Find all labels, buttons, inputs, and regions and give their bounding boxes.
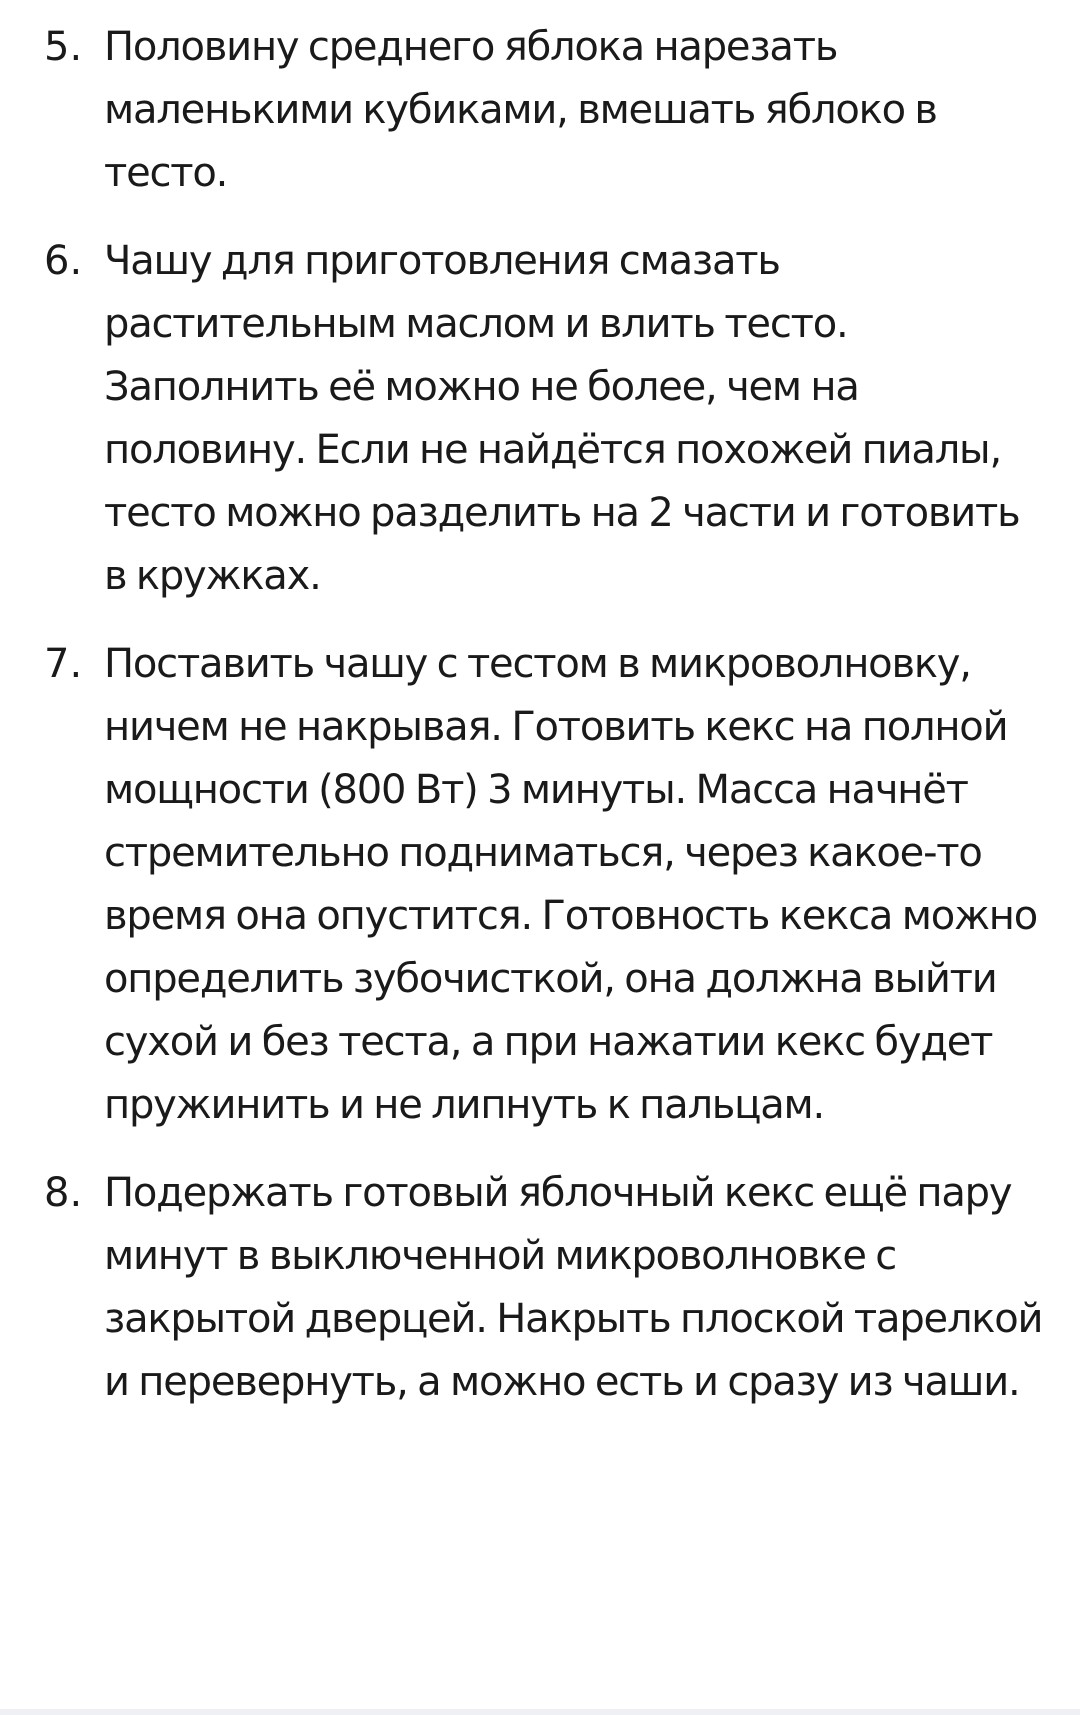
bottom-divider	[0, 1709, 1080, 1715]
recipe-step	[0, 230, 1044, 608]
step-number: 8.	[44, 1170, 83, 1216]
step-text: Поставить чашу с тестом в микроволновку, ничем не накрывая. Готовить кекс на полной мощности (800 Вт) 3 минуты. Масса начнёт стремительно подниматься, через какое-то время она опустится. Готовность кекса можно определить зубочисткой, она должна выйти сухой и без теста, а при нажатии кекс будет пружинить и не липнуть к пальцам.	[104, 641, 1038, 1128]
recipe-step	[0, 16, 1044, 205]
recipe-step	[0, 633, 1044, 1137]
step-number: 7.	[44, 641, 83, 687]
recipe-step	[0, 1162, 1044, 1414]
step-text: Подержать готовый яблочный кекс ещё пару минут в выключенной микроволновке с закрытой дверцей. Накрыть плоской тарелкой и перевернуть, а можно есть и сразу из чаши.	[104, 1170, 1043, 1405]
step-text: Чашу для приготовления смазать растительным маслом и влить тесто. Заполнить её можно не более, чем на половину. Если не найдётся похожей пиалы, тесто можно разделить на 2 части и готовить в кружках.	[104, 238, 1020, 599]
step-text: Половину среднего яблока нарезать маленькими кубиками, вмешать яблоко в тесто.	[104, 24, 937, 196]
recipe-steps-list	[0, 16, 1080, 1439]
step-number: 6.	[44, 238, 83, 284]
step-number: 5.	[44, 24, 83, 70]
